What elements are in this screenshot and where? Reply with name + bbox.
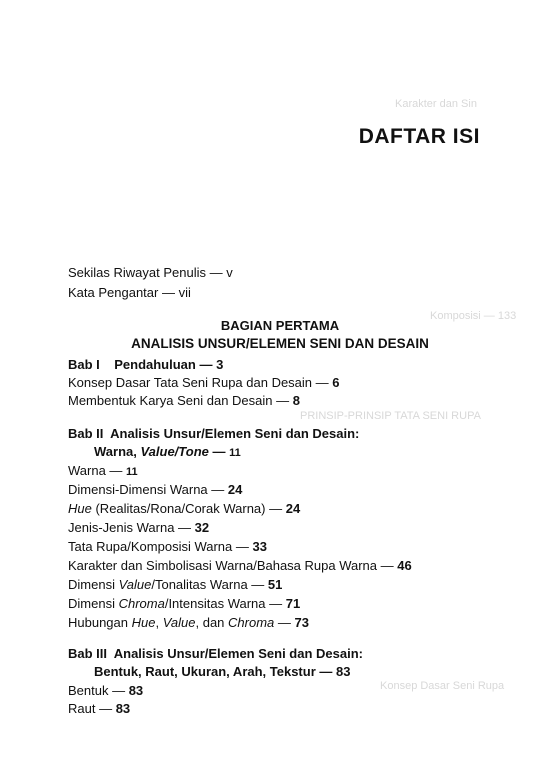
toc-entry xyxy=(68,683,143,699)
toc-entry xyxy=(68,375,340,391)
entry-label-italic: Value xyxy=(118,577,152,592)
chapter-heading-cont xyxy=(94,444,241,461)
entry-page: vii xyxy=(178,285,191,300)
show-through-text: Karakter dan Sin xyxy=(395,98,477,110)
toc-entry xyxy=(68,393,300,409)
toc-entry xyxy=(68,285,191,301)
part-subheading: ANALISIS UNSUR/ELEMEN SENI DAN DESAIN xyxy=(131,336,429,351)
show-through-text: Komposisi — 133 xyxy=(430,310,517,322)
toc-entry xyxy=(68,463,138,480)
entry-page: 32 xyxy=(194,520,210,535)
toc-entry xyxy=(68,265,233,281)
chapter-title-italic: Value/Tone xyxy=(140,444,209,459)
chapter-title: Warna, xyxy=(94,444,141,459)
toc-entry xyxy=(68,482,242,498)
entry-label-italic: Hue xyxy=(68,501,92,516)
entry-label-italic: Chroma xyxy=(228,615,275,630)
entry-label: , xyxy=(155,615,163,630)
entry-page: 24 xyxy=(285,501,301,516)
entry-label: Dimensi xyxy=(68,596,119,611)
entry-page: 8 xyxy=(292,393,300,408)
chapter-heading-cont xyxy=(94,664,350,680)
entry-label: , dan xyxy=(195,615,229,630)
toc-entry xyxy=(68,596,300,612)
chapter-heading xyxy=(68,646,363,662)
toc-entry xyxy=(68,577,282,593)
page-title: DAFTAR ISI xyxy=(358,125,480,148)
chapter-title: — xyxy=(208,444,230,459)
part-heading: BAGIAN PERTAMA xyxy=(220,318,340,333)
entry-page: 83 xyxy=(128,683,144,698)
entry-label: /Tonalitas Warna — xyxy=(151,577,268,592)
entry-label: Raut — xyxy=(68,701,116,716)
entry-page: 24 xyxy=(227,482,243,497)
toc-entry xyxy=(68,501,300,517)
entry-label: Jenis-Jenis Warna — xyxy=(68,520,195,535)
toc-entry xyxy=(68,520,209,536)
chapter-page: 11 xyxy=(229,447,241,459)
entry-page: 6 xyxy=(332,375,340,390)
toc-entry xyxy=(68,539,267,555)
entry-label: /Intensitas Warna — xyxy=(164,596,286,611)
entry-label: Membentuk Karya Seni dan Desain — xyxy=(68,393,293,408)
entry-label: Dimensi-Dimensi Warna — xyxy=(68,482,228,497)
entry-label: Karakter dan Simbolisasi Warna/Bahasa Rupa Warna — xyxy=(68,558,398,573)
show-through-text: Konsep Dasar Seni Rupa xyxy=(380,680,505,692)
entry-label: (Realitas/Rona/Corak Warna) — xyxy=(91,501,286,516)
entry-label-italic: Hue xyxy=(131,615,156,630)
entry-label-italic: Value xyxy=(162,615,196,630)
entry-page: 73 xyxy=(294,615,309,630)
toc-entry xyxy=(68,615,309,631)
entry-page: 83 xyxy=(115,701,131,716)
entry-label: Konsep Dasar Tata Seni Rupa dan Desain — xyxy=(68,375,333,390)
entry-label: Bentuk — xyxy=(68,683,129,698)
chapter-heading xyxy=(68,357,223,373)
entry-label: Sekilas Riwayat Penulis — xyxy=(68,265,227,280)
entry-label-italic: Chroma xyxy=(118,596,165,611)
chapter-title: Bab III Analisis Unsur/Elemen Seni dan Desain: xyxy=(68,646,363,661)
chapter-title: Bab II Analisis Unsur/Elemen Seni dan Desain: xyxy=(68,426,360,441)
toc-entry xyxy=(68,558,412,574)
chapter-title: Bentuk, Raut, Ukuran, Arah, Tekstur — xyxy=(94,664,336,679)
chapter-page: 3 xyxy=(216,357,224,372)
entry-page: 51 xyxy=(267,577,283,592)
entry-label: Kata Pengantar — xyxy=(68,285,179,300)
entry-page: 11 xyxy=(126,466,138,478)
entry-label: — xyxy=(274,615,295,630)
chapter-heading xyxy=(68,426,359,442)
entry-label: Warna — xyxy=(68,463,127,478)
toc-entry xyxy=(68,701,130,717)
show-through-text: PRINSIP-PRINSIP TATA SENI RUPA xyxy=(300,410,481,422)
chapter-title: Bab I Pendahuluan — xyxy=(68,357,217,372)
chapter-page: 83 xyxy=(336,664,351,679)
entry-label: Tata Rupa/Komposisi Warna — xyxy=(68,539,253,554)
entry-page: 33 xyxy=(252,539,267,554)
entry-label: Hubungan xyxy=(68,615,132,630)
entry-page: v xyxy=(226,265,233,280)
entry-label: Dimensi xyxy=(68,577,119,592)
entry-page: 71 xyxy=(285,596,301,611)
entry-page: 46 xyxy=(397,558,412,573)
